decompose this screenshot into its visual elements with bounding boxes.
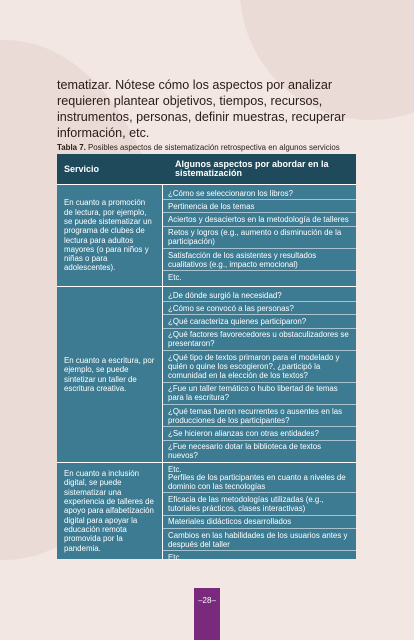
header-aspects: Algunos aspectos por abordar en la sistematización <box>175 158 329 178</box>
service-text: En cuanto a escritura, por ejemplo, se puede sintetizar un taller de escritura creativa. <box>64 355 155 393</box>
aspect-item: Pertinencia de los temas <box>163 200 356 213</box>
aspect-item: ¿Cómo se seleccionaron los libros? <box>163 187 356 200</box>
header-service: Servicio <box>64 164 100 174</box>
table-caption-label: Tabla 7. <box>57 143 86 152</box>
table-row <box>57 184 356 286</box>
service-text: En cuanto a inclusión digital, se puede sistematizar una experiencia de talleres de apoyo para alfabetización digital para apoyar la educación remota promovida por la pandemia. <box>64 469 154 553</box>
aspect-item: Etc. <box>168 272 182 282</box>
aspect-item: Retos y logros (e.g., aumento o disminución de la participación) <box>163 227 356 249</box>
aspect-item: Aciertos y desaciertos en la metodología de talleres <box>163 213 356 226</box>
aspect-item: ¿Fue un taller temático o hubo libertad de temas para la escritura? <box>163 383 356 405</box>
aspects-cell <box>163 185 356 286</box>
aspect-item: ¿De dónde surgió la necesidad? <box>163 289 356 302</box>
aspects-table <box>57 154 356 562</box>
aspect-item: Eficacia de las metodologías utilizadas (e.g., tutoriales prácticos, clases interactivas) <box>163 493 356 515</box>
aspect-item: ¿Qué temas fueron recurrentes o ausentes en las producciones de los participantes? <box>163 405 356 427</box>
aspect-item: Perfiles de los participantes en cuanto a niveles de dominio con las tecnologías <box>163 471 356 493</box>
table-row <box>57 286 356 474</box>
table-row <box>57 462 356 562</box>
aspect-item: Etc. <box>168 464 182 474</box>
aspect-item: Etc. <box>168 552 182 562</box>
aspect-item: ¿Se hicieron alianzas con otras entidades? <box>163 427 356 440</box>
aspect-item: Satisfacción de los asistentes y resultados cualitativos (e.g., impacto emocional) <box>163 249 356 271</box>
aspect-item: ¿Qué tipo de textos primaron para el modelado y quién o quine los escogieron?, ¿participó la comunidad en la elección de los textos? <box>163 351 356 383</box>
aspect-item: ¿Qué caracteriza quienes participaron? <box>163 315 356 328</box>
aspects-cell <box>163 287 356 474</box>
service-text: En cuanto a promoción de lectura, por ejemplo, se puede sistematizar un programa de clubes de lectura para adultos mayores (o para niños y niñas o para adolescentes). <box>64 198 152 273</box>
service-cell <box>57 287 163 462</box>
service-cell <box>57 185 163 286</box>
table-header <box>57 154 356 184</box>
page-number: –28– <box>198 596 216 605</box>
table-caption-text: Posibles aspectos de sistematización retrospectiva en algunos servicios <box>85 143 340 152</box>
aspect-item: Materiales didácticos desarrollados <box>163 516 356 529</box>
intro-paragraph: tematizar. Nótese cómo los aspectos por analizar requieren plantear objetivos, tiempos, recursos, instrumentos, personas, definir muestras, recuperar información, etc. <box>57 78 346 140</box>
table-caption <box>57 143 377 153</box>
aspect-item: Cambios en las habilidades de los usuarios antes y después del taller <box>163 529 356 551</box>
aspects-cell <box>163 463 356 562</box>
aspect-item: ¿Cómo se convocó a las personas? <box>163 302 356 315</box>
service-cell <box>57 463 163 559</box>
aspect-item: ¿Qué factores favorecedores u obstaculizadores se presentaron? <box>163 329 356 351</box>
aspect-item: ¿Fue necesario dotar la biblioteca de textos nuevos? <box>163 441 356 463</box>
